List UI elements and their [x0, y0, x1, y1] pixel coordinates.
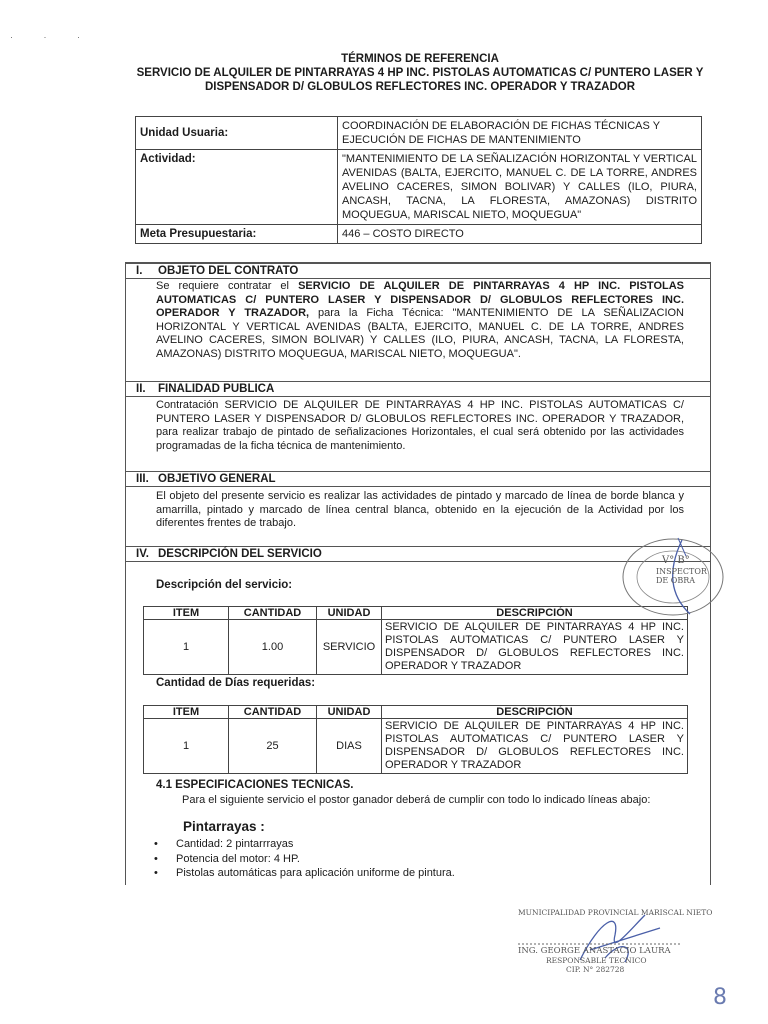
- section-1-title: [126, 263, 710, 279]
- unidad-value: COORDINACIÓN DE ELABORACIÓN DE FICHAS TÉCNICAS Y EJECUCIÓN DE FICHAS DE MANTENIMIENTO: [338, 117, 702, 150]
- info-row-actividad: [136, 150, 702, 225]
- inspector-stamp: [620, 536, 726, 618]
- info-table: [135, 116, 702, 244]
- header-unidad: UNIDAD: [317, 706, 382, 719]
- service-title-line-1: SERVICIO DE ALQUILER DE PINTARRAYAS 4 HP INC. PISTOLAS AUTOMATICAS C/ PUNTERO LASER Y: [136, 67, 704, 79]
- signature-role: RESPONSABLE TECNICO: [546, 956, 647, 965]
- cell-cantidad: 1.00: [229, 620, 317, 675]
- section-4-number: IV.: [136, 548, 150, 560]
- actividad-value: "MANTENIMIENTO DE LA SEÑALIZACIÓN HORIZONTAL Y VERTICAL AVENIDAS (BALTA, EJERCITO, MANUEL C. DE LA TORRE, ANDRES AVELINO CACERES, SIMON BOLIVAR) Y CALLES (ILO, PIURA, ANCASH, TACNA, LA FLORESTA, AMAZONAS) DISTRITO MOQUEGUA, MARISCAL NIETO, MOQUEGUA": [338, 150, 702, 225]
- cell-unidad: SERVICIO: [317, 620, 382, 675]
- pintarrayas-title: Pintarrayas :: [183, 819, 265, 834]
- section-1-number: I.: [136, 265, 143, 277]
- service-title-line-2: DISPENSADOR D/ GLOBULOS REFLECTORES INC. OPERADOR Y TRAZADOR: [204, 81, 635, 93]
- signature-cip: CIP. N° 282728: [566, 965, 625, 974]
- header-cantidad: CANTIDAD: [229, 706, 317, 719]
- meta-value: 446 – COSTO DIRECTO: [338, 225, 702, 244]
- list-item: • Cantidad: 2 pintarrrayas: [154, 837, 455, 852]
- document-header: [120, 52, 720, 94]
- cell-descripcion: SERVICIO DE ALQUILER DE PINTARRAYAS 4 HP INC. PISTOLAS AUTOMATICAS C/ PUNTERO LASER Y DISPENSADOR D/ GLOBULOS REFLECTORES INC. OPERADOR Y TRAZADOR: [382, 719, 688, 774]
- section-1-heading: OBJETO DEL CONTRATO: [158, 265, 299, 277]
- service-table: [143, 606, 688, 675]
- section-3-body: El objeto del presente servicio es realizar las actividades de pintado y marcado de línea de borde blanca y amarrilla, pintado y marcado de línea central blanca, obtenido en la ejecución de la Actividad por los diferentes frentes de trabajo.: [156, 490, 684, 529]
- meta-label: Meta Presupuestaria:: [136, 225, 338, 244]
- section-3-heading: OBJETIVO GENERAL: [158, 473, 276, 485]
- cell-unidad: DIAS: [317, 719, 382, 774]
- signature-line-1: MUNICIPALIDAD PROVINCIAL MARISCAL NIETO: [518, 908, 713, 917]
- stamp-line-2: DE OBRA: [656, 576, 696, 585]
- header-descripcion: DESCRIPCIÓN: [382, 706, 688, 719]
- info-row-unidad: [136, 117, 702, 150]
- section-1-text-post: para la Ficha Técnica: "MANTENIMIENTO DE LA SEÑALIZACION HORIZONTAL Y VERTICAL AVENIDAS (BALTA, EJERCITO, MANUEL C. DE LA TORRE, ANDRES AVELINO CACERES, SIMON BOLIVAR) Y CALLES (ILO, PIURA, ANCASH, TACNA, LA FLORESTA, AMAZONAS) DISTRITO MOQUEGUA, MARISCAL NIETO, MOQUEGUA".: [156, 307, 684, 360]
- stamp-line-1: INSPECTOR: [656, 567, 707, 576]
- days-required-label: Cantidad de Días requeridas:: [156, 677, 316, 689]
- list-item: • Pistolas automáticas para aplicación uniforme de pintura.: [154, 866, 455, 881]
- section-2-body: Contratación SERVICIO DE ALQUILER DE PINTARRAYAS 4 HP INC. PISTOLAS AUTOMATICAS C/ PUNTERO LASER Y DISPENSADOR D/ GLOBULOS REFLECTORES INC. OPERADOR Y TRAZADOR, para realizar trabajo de pintado de señalizaciones Horizontales, el cual será obtenido por las actividades programadas de la ficha técnica de mantenimiento.: [156, 399, 684, 452]
- specs-intro: Para el siguiente servicio el postor ganador deberá de cumplir con todo lo indicado líneas abajo:: [182, 794, 651, 806]
- header-item: ITEM: [144, 607, 229, 620]
- actividad-label: Actividad:: [136, 150, 338, 225]
- section-2-heading: FINALIDAD PUBLICA: [158, 383, 275, 395]
- section-4-heading: DESCRIPCIÓN DEL SERVICIO: [158, 548, 322, 560]
- days-table-header: [144, 706, 688, 719]
- document-title: TÉRMINOS DE REFERENCIA: [341, 53, 499, 65]
- section-2-title: [126, 381, 710, 397]
- section-1-text-pre: Se requiere contratar el: [156, 280, 299, 292]
- unidad-label: Unidad Usuaria:: [136, 117, 338, 150]
- stamp-vb: V° B°: [662, 555, 690, 566]
- days-table: [143, 705, 688, 774]
- signature-block: [510, 900, 713, 980]
- service-table-header: [144, 607, 688, 620]
- section-3-number: III.: [136, 473, 149, 485]
- list-item: • Potencia del motor: 4 HP.: [154, 852, 455, 867]
- section-1-text-bold: SERVICIO DE ALQUILER DE PINTARRAYAS 4 HP INC. PISTOLAS AUTOMATICAS C/ PUNTERO LASER Y DISPENSADOR D/ GLOBULOS REFLECTORES INC. OPERADOR Y TRAZADOR,: [156, 280, 685, 319]
- cell-cantidad: 25: [229, 719, 317, 774]
- cell-item: 1: [144, 719, 229, 774]
- cell-descripcion: SERVICIO DE ALQUILER DE PINTARRAYAS 4 HP INC. PISTOLAS AUTOMATICAS C/ PUNTERO LASER Y DISPENSADOR D/ GLOBULOS REFLECTORES INC. OPERADOR Y TRAZADOR: [382, 620, 688, 675]
- page-number: 8: [713, 985, 727, 1010]
- service-description-label: Descripción del servicio:: [156, 579, 293, 591]
- section-1-body: [156, 280, 684, 361]
- section-3-title: [126, 471, 710, 487]
- header-unidad: UNIDAD: [317, 607, 382, 620]
- specs-title: 4.1 ESPECIFICACIONES TECNICAS.: [156, 779, 354, 791]
- header-cantidad: CANTIDAD: [229, 607, 317, 620]
- info-row-meta: [136, 225, 702, 244]
- section-2-number: II.: [136, 383, 146, 395]
- table-row: [144, 620, 688, 675]
- specs-bullet-list: [154, 837, 455, 881]
- scan-marks: · · ·: [10, 32, 94, 42]
- header-descripcion: DESCRIPCIÓN: [382, 607, 688, 620]
- signature-name: ING. GEORGE ANASTACIO LAURA: [518, 946, 671, 956]
- table-row: [144, 719, 688, 774]
- cell-item: 1: [144, 620, 229, 675]
- header-item: ITEM: [144, 706, 229, 719]
